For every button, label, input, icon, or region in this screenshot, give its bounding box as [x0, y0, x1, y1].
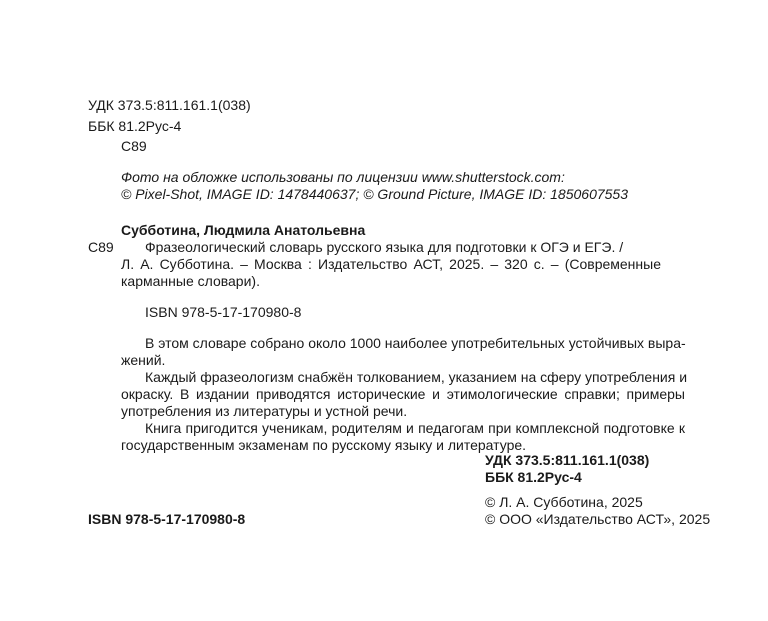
annotation-p3-line2: государственным экзаменам по русскому языку и литературе.: [121, 437, 527, 453]
bibliographic-line3: карманные словари).: [121, 273, 260, 289]
annotation-p2-line2: окраску. В издании приводятся исторические и этимологические справки; примеры: [121, 386, 685, 402]
annotation-p1-line2: жений.: [121, 352, 166, 368]
bibliographic-author: Субботина, Людмила Анатольевна: [121, 222, 366, 238]
cover-credit-line1: Фото на обложке использованы по лицензии www.shutterstock.com:: [121, 169, 565, 185]
annotation-p1-line1: В этом словаре собрано около 1000 наиболее употребительных устойчивых выра-: [145, 335, 686, 351]
copyright-author: © Л. А. Субботина, 2025: [485, 494, 643, 510]
isbn-line: ISBN 978-5-17-170980-8: [145, 304, 302, 320]
cover-credit-line2: © Pixel-Shot, IMAGE ID: 1478440637; © Ground Picture, IMAGE ID: 1850607553: [121, 186, 629, 202]
classification-bbk: ББК 81.2Рус-4: [485, 469, 582, 485]
annotation-p2-line3: употребления из литературы и устной речи.: [121, 403, 408, 419]
bibliographic-line2: Л. А. Субботина. – Москва : Издательство АСТ, 2025. – 320 с. – (Современные: [121, 256, 661, 272]
annotation-p3-line1: Книга пригодится ученикам, родителям и педагогам при комплексной подготовке к: [145, 420, 685, 436]
classification-udk: УДК 373.5:811.161.1(038): [485, 452, 650, 468]
footer-isbn: ISBN 978-5-17-170980-8: [88, 511, 246, 527]
bibliographic-line1: Фразеологический словарь русского языка для подготовки к ОГЭ и ЕГЭ. /: [145, 239, 624, 255]
annotation-p2-line1: Каждый фразеологизм снабжён толкованием, указанием на сферу употребления и: [145, 369, 688, 385]
bibliographic-mark: С89: [88, 239, 114, 255]
copyright-publisher: © ООО «Издательство АСТ», 2025: [485, 511, 711, 527]
header-author-mark: С89: [121, 138, 147, 154]
header-bbk: ББК 81.2Рус-4: [88, 118, 182, 134]
header-udk: УДК 373.5:811.161.1(038): [88, 97, 251, 113]
